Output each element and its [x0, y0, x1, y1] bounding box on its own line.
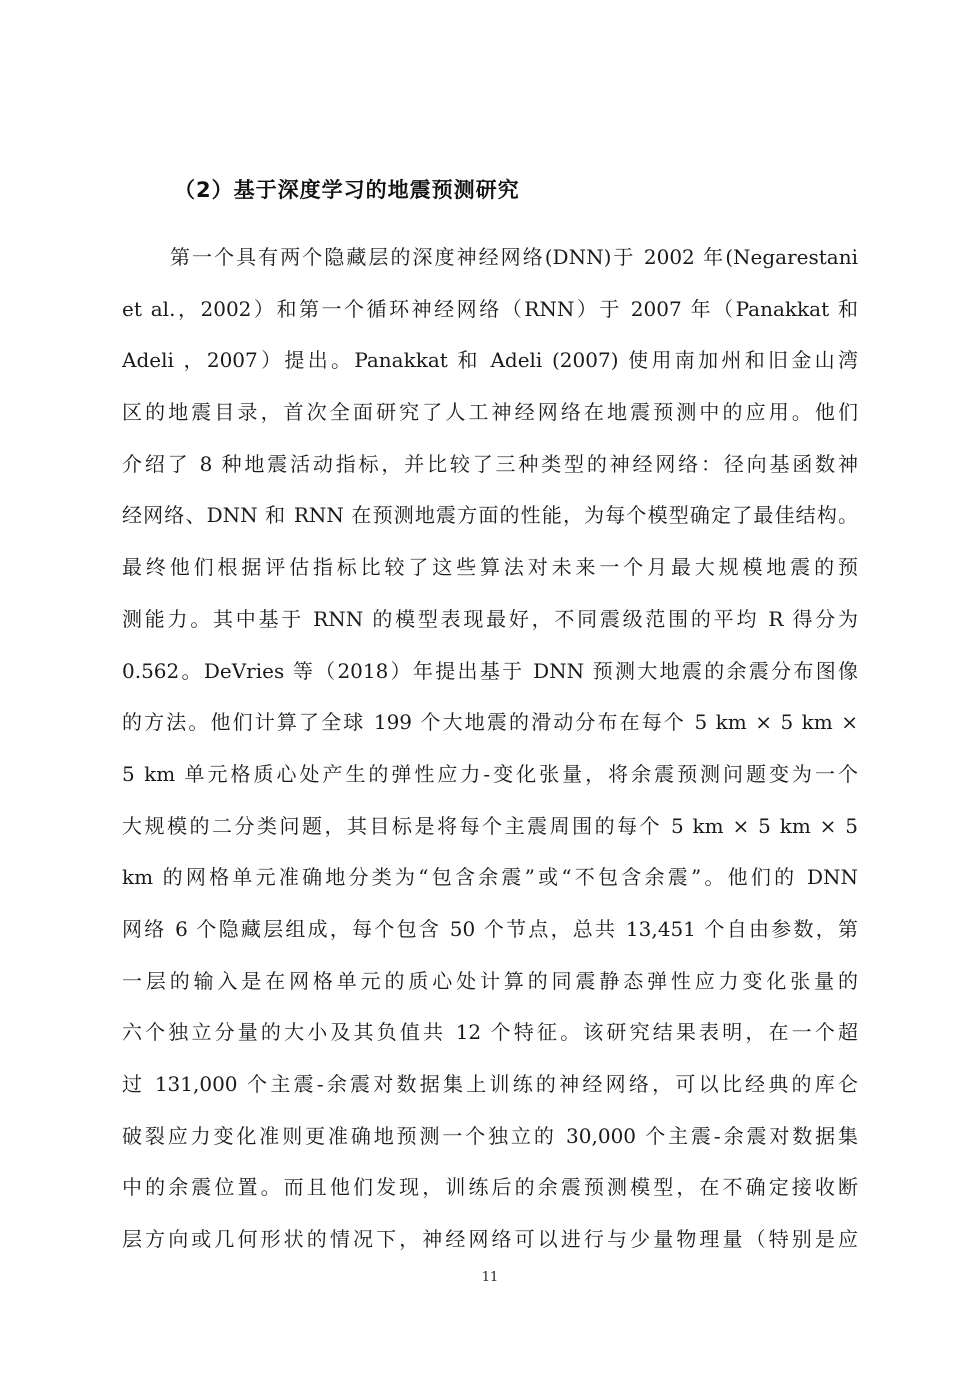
section-heading: （2）基于深度学习的地震预测研究	[174, 178, 520, 202]
paragraph-line: 网络 6 个隐藏层组成，每个包含 50 个节点，总共 13,451 个自由参数，第	[122, 916, 858, 941]
paragraph-line: 层方向或几何形状的情况下，神经网络可以进行与少量物理量（特别是应	[122, 1227, 858, 1252]
paragraph-line: 区的地震目录，首次全面研究了人工神经网络在地震预测中的应用。他们	[122, 400, 858, 425]
page-number: 11	[481, 1270, 499, 1285]
paragraph-line: 第一个具有两个隐藏层的深度神经网络(DNN)于 2002 年(Negarestani	[170, 245, 858, 269]
paragraph-line: 过 131,000 个主震-余震对数据集上训练的神经网络，可以比经典的库仑	[122, 1072, 858, 1096]
paragraph-line: 0.562。DeVries 等（2018）年提出基于 DNN 预测大地震的余震分布图像	[122, 658, 858, 683]
paragraph-line: 的方法。他们计算了全球 199 个大地震的滑动分布在每个 5 km × 5 km ×	[122, 710, 858, 735]
body-paragraph	[122, 232, 858, 1266]
paragraph-line: 破裂应力变化准则更准确地预测一个独立的 30,000 个主震-余震对数据集	[122, 1123, 858, 1148]
paragraph-line: Adeli ，2007）提出。Panakkat 和 Adeli (2007) 使用南加州和旧金山湾	[122, 348, 858, 373]
paragraph-line: 5 km 单元格质心处产生的弹性应力-变化张量，将余震预测问题变为一个	[122, 761, 858, 786]
paragraph-line: 六个独立分量的大小及其负值共 12 个特征。该研究结果表明，在一个超	[122, 1020, 858, 1045]
paragraph-line: 一层的输入是在网格单元的质心处计算的同震静态弹性应力变化张量的	[122, 968, 858, 993]
paragraph-line: 经网络、DNN 和 RNN 在预测地震方面的性能，为每个模型确定了最佳结构。	[122, 503, 858, 528]
paragraph-line: et al.，2002）和第一个循环神经网络（RNN）于 2007 年（Panakkat 和	[122, 296, 858, 321]
paragraph-line: 最终他们根据评估指标比较了这些算法对未来一个月最大规模地震的预	[122, 555, 858, 580]
paragraph-line: 大规模的二分类问题，其目标是将每个主震周围的每个 5 km × 5 km × 5	[122, 813, 858, 838]
paragraph-line: 中的余震位置。而且他们发现，训练后的余震预测模型，在不确定接收断	[122, 1175, 858, 1200]
paragraph-line: 介绍了 8 种地震活动指标，并比较了三种类型的神经网络：径向基函数神	[122, 451, 858, 476]
paragraph-line: 测能力。其中基于 RNN 的模型表现最好，不同震级范围的平均 R 得分为	[122, 606, 858, 631]
paragraph-line: km 的网格单元准确地分类为“包含余震”或“不包含余震”。他们的 DNN	[122, 865, 858, 890]
